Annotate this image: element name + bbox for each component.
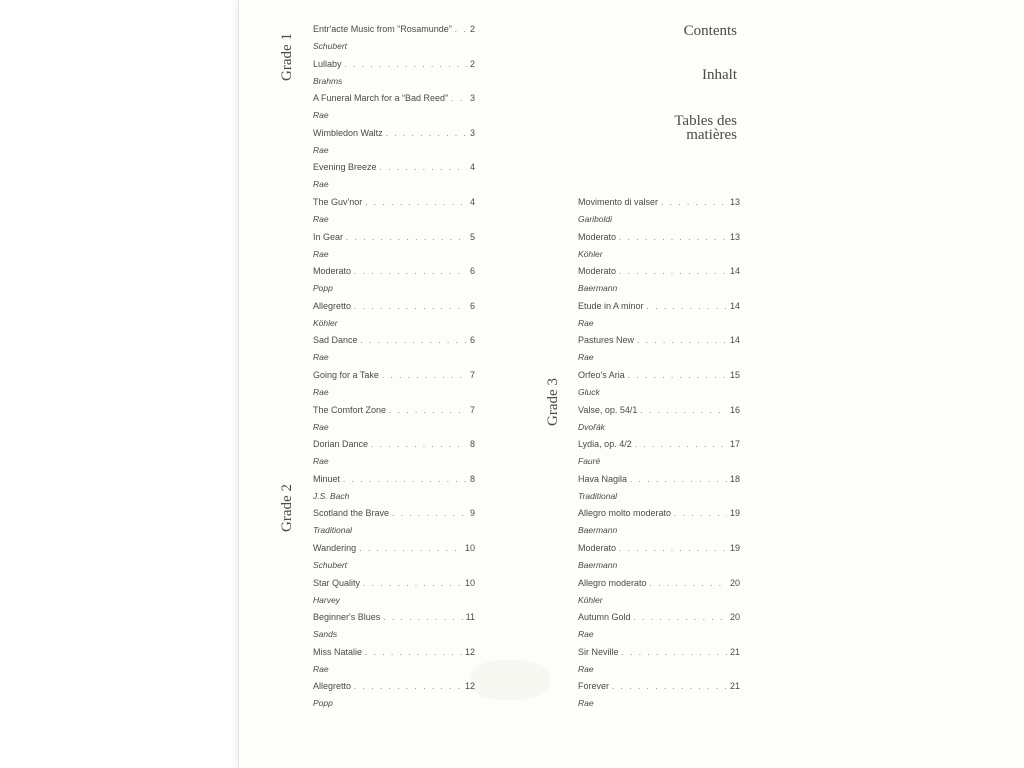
- contents-entry: [313, 405, 475, 440]
- dot-leader: [371, 440, 467, 449]
- page-number: 13: [729, 197, 740, 207]
- entry-title-row: [578, 439, 740, 454]
- composer-name: Gluck: [578, 386, 600, 397]
- page-number: 10: [464, 542, 475, 553]
- page-number: 21: [729, 646, 740, 657]
- contents-entry: [313, 543, 475, 578]
- piece-title: In Gear: [313, 231, 344, 242]
- entry-title-row: [313, 266, 475, 281]
- contents-entry: [578, 647, 740, 682]
- contents-entry: [313, 370, 475, 405]
- composer-name: Rae: [578, 352, 594, 363]
- page-number: 14: [729, 300, 740, 311]
- dot-leader: [392, 509, 467, 518]
- composer-name: Fauré: [578, 456, 601, 467]
- composer-name: Köhler: [313, 317, 338, 328]
- piece-title: Moderato: [578, 231, 617, 242]
- piece-title: Pastures New: [578, 335, 635, 346]
- entry-title-row: [313, 647, 475, 662]
- composer-name: Schubert: [313, 41, 348, 51]
- piece-title: A Funeral March for a “Bad Reed”: [313, 93, 449, 104]
- contents-entry: [578, 612, 740, 647]
- contents-entry: [578, 405, 740, 440]
- page-number: 20: [729, 612, 740, 623]
- heading-tables: Tables des matières: [674, 113, 737, 143]
- piece-title: Minuet: [313, 473, 341, 484]
- dot-leader: [451, 94, 467, 103]
- contents-entry: [313, 128, 475, 163]
- dot-leader: [365, 648, 462, 657]
- composer-name: Baermann: [578, 283, 618, 294]
- page-number: 20: [729, 577, 740, 588]
- page-number: 2: [469, 58, 475, 69]
- composer-name: Köhler: [578, 594, 603, 605]
- page-number: 11: [465, 612, 475, 623]
- contents-entry: [313, 301, 475, 336]
- piece-title: Allegretto: [313, 300, 352, 311]
- piece-title: Forever: [578, 681, 610, 692]
- entry-title-row: [578, 266, 740, 281]
- piece-title: Etude in A minor: [578, 300, 644, 311]
- page-number: 7: [469, 404, 475, 415]
- page-number: 12: [464, 646, 475, 657]
- composer-name: Rae: [578, 317, 594, 328]
- grade-3-label: Grade 3: [545, 378, 561, 426]
- dot-leader: [346, 233, 467, 242]
- composer-name: Traditional: [313, 525, 353, 536]
- entry-title-row: [578, 197, 740, 212]
- piece-title: Moderato: [578, 542, 617, 553]
- piece-title: Wandering: [313, 542, 357, 553]
- piece-title: Miss Natalie: [313, 646, 363, 657]
- composer-name: Brahms: [313, 75, 343, 86]
- page-number: 16: [729, 404, 740, 415]
- entry-title-row: [313, 439, 475, 454]
- composer-name: Rae: [313, 248, 329, 259]
- dot-leader: [359, 544, 462, 553]
- page-smudge: [470, 660, 550, 700]
- page-number: 15: [729, 369, 740, 380]
- composer-name: Rae: [578, 698, 594, 709]
- composer-name: Rae: [578, 663, 594, 674]
- dot-leader: [661, 198, 727, 207]
- dot-leader: [455, 25, 467, 34]
- entry-title-row: [313, 128, 475, 143]
- piece-title: Movimento di valser: [578, 197, 659, 207]
- piece-title: Lydia, op. 4/2: [578, 439, 632, 450]
- page-number: 3: [469, 93, 475, 104]
- entry-title-row: [313, 197, 475, 212]
- composer-name: Rae: [313, 456, 329, 467]
- composer-name: Baermann: [578, 559, 618, 570]
- page-number: 21: [729, 681, 740, 692]
- composer-name: Rae: [313, 386, 329, 397]
- entry-title-row: [313, 93, 475, 108]
- dot-leader: [354, 267, 467, 276]
- composer-name: Harvey: [313, 594, 340, 605]
- page-number: 19: [729, 542, 740, 553]
- page-number: 14: [729, 335, 740, 346]
- piece-title: Hava Nagila: [578, 473, 628, 484]
- dot-leader: [619, 267, 727, 276]
- entry-title-row: [578, 232, 740, 247]
- piece-title: Allegretto: [313, 681, 352, 692]
- piece-title: Going for a Take: [313, 369, 379, 380]
- heading-inhalt: Inhalt: [702, 67, 737, 83]
- piece-title: Sad Dance: [313, 335, 358, 346]
- entry-title-row: [578, 647, 740, 662]
- dot-leader: [628, 371, 727, 380]
- entry-title-row: [578, 543, 740, 558]
- page-number: 3: [469, 127, 475, 138]
- entry-title-row: [313, 24, 475, 39]
- contents-entry: [313, 93, 475, 128]
- contents-entry: [313, 162, 475, 197]
- dot-leader: [637, 336, 727, 345]
- page-number: 10: [464, 577, 475, 588]
- page-number: 8: [469, 439, 475, 450]
- composer-name: Rae: [313, 179, 329, 190]
- dot-leader: [650, 579, 727, 588]
- contents-entry: [313, 24, 475, 59]
- dot-leader: [612, 682, 727, 691]
- grade-1-label: Grade 1: [279, 33, 295, 81]
- dot-leader: [635, 440, 727, 449]
- contents-column-left: [313, 24, 475, 716]
- entry-title-row: [313, 370, 475, 385]
- contents-entry: [313, 612, 475, 647]
- piece-title: Wimbledon Waltz: [313, 127, 383, 138]
- page-number: 6: [469, 335, 475, 346]
- composer-name: Rae: [313, 421, 329, 432]
- contents-entry: [578, 266, 740, 301]
- piece-title: The Guv'nor: [313, 196, 363, 207]
- piece-title: Star Quality: [313, 577, 361, 588]
- contents-entry: [313, 266, 475, 301]
- composer-name: Sands: [313, 629, 338, 640]
- dot-leader: [619, 233, 727, 242]
- page-number: 12: [464, 681, 475, 692]
- composer-name: Rae: [578, 629, 594, 640]
- dot-leader: [380, 163, 467, 172]
- contents-entry: [313, 197, 475, 232]
- dot-leader: [382, 371, 467, 380]
- contents-entry: [313, 474, 475, 509]
- page-number: 14: [729, 266, 740, 277]
- entry-title-row: [313, 301, 475, 316]
- entry-title-row: [578, 578, 740, 593]
- piece-title: Beginner's Blues: [313, 612, 381, 623]
- page-number: 6: [469, 266, 475, 277]
- page-number: 4: [469, 162, 475, 173]
- contents-entry: [578, 232, 740, 267]
- dot-leader: [634, 613, 727, 622]
- contents-entry: [578, 681, 740, 716]
- piece-title: The Comfort Zone: [313, 404, 387, 415]
- dot-leader: [365, 198, 467, 207]
- dot-leader: [622, 648, 727, 657]
- dot-leader: [345, 60, 467, 69]
- piece-title: Dorian Dance: [313, 439, 369, 450]
- contents-column-right: [578, 197, 740, 716]
- piece-title: Evening Breeze: [313, 162, 377, 173]
- piece-title: Allegro molto moderato: [578, 508, 672, 519]
- entry-title-row: [313, 681, 475, 696]
- contents-entry: [578, 335, 740, 370]
- entry-title-row: [578, 474, 740, 489]
- piece-title: Autumn Gold: [578, 612, 631, 623]
- page-number: 19: [729, 508, 740, 519]
- piece-title: Valse, op. 54/1: [578, 404, 638, 415]
- contents-entry: [313, 578, 475, 613]
- entry-title-row: [313, 612, 475, 627]
- contents-entry: [313, 647, 475, 682]
- dot-leader: [630, 475, 727, 484]
- contents-entry: [578, 578, 740, 613]
- entry-title-row: [313, 232, 475, 247]
- contents-entry: [578, 508, 740, 543]
- dot-leader: [343, 475, 467, 484]
- contents-entry: [313, 59, 475, 94]
- composer-name: Popp: [313, 283, 333, 294]
- grade-2-label: Grade 2: [279, 484, 295, 532]
- entry-title-row: [578, 681, 740, 696]
- dot-leader: [647, 302, 727, 311]
- piece-title: Allegro moderato: [578, 577, 647, 588]
- dot-leader: [619, 544, 727, 553]
- composer-name: Rae: [313, 213, 329, 224]
- composer-name: J.S. Bach: [313, 490, 350, 501]
- composer-name: Traditional: [578, 490, 618, 501]
- contents-entry: [578, 301, 740, 336]
- entry-title-row: [578, 508, 740, 523]
- dot-leader: [354, 682, 462, 691]
- piece-title: Lullaby: [313, 58, 342, 69]
- piece-title: Orfeo's Aria: [578, 369, 625, 380]
- dot-leader: [354, 302, 467, 311]
- dot-leader: [386, 129, 467, 138]
- entry-title-row: [313, 162, 475, 177]
- entry-title-row: [313, 578, 475, 593]
- contents-entry: [313, 508, 475, 543]
- entry-title-row: [578, 612, 740, 627]
- entry-title-row: [313, 474, 475, 489]
- composer-name: Rae: [313, 352, 329, 363]
- page-number: 6: [469, 300, 475, 311]
- page-number: 7: [469, 369, 475, 380]
- entry-title-row: [578, 301, 740, 316]
- contents-entry: [313, 439, 475, 474]
- dot-leader: [640, 406, 727, 415]
- page-number: 9: [469, 508, 475, 519]
- entry-title-row: [578, 405, 740, 420]
- composer-name: Dvořák: [578, 421, 605, 432]
- contents-entry: [578, 439, 740, 474]
- dot-leader: [363, 579, 462, 588]
- page-number: 8: [469, 473, 475, 484]
- page-number: 4: [469, 196, 475, 207]
- page-number: 17: [729, 439, 740, 450]
- page-number: 2: [469, 24, 475, 34]
- page-number: 5: [469, 231, 475, 242]
- dot-leader: [361, 336, 467, 345]
- entry-title-row: [578, 370, 740, 385]
- dot-leader: [383, 613, 462, 622]
- composer-name: Rae: [313, 110, 329, 121]
- piece-title: Entr'acte Music from “Rosamunde”: [313, 24, 452, 34]
- composer-name: Gariboldi: [578, 214, 613, 224]
- entry-title-row: [313, 335, 475, 350]
- page-number: 13: [729, 231, 740, 242]
- contents-entry: [313, 681, 475, 716]
- composer-name: Köhler: [578, 248, 603, 259]
- page-number: 18: [729, 473, 740, 484]
- composer-name: Baermann: [578, 525, 618, 536]
- composer-name: Rae: [313, 663, 329, 674]
- composer-name: Popp: [313, 698, 333, 709]
- dot-leader: [389, 406, 467, 415]
- dot-leader: [674, 509, 727, 518]
- entry-title-row: [578, 335, 740, 350]
- entry-title-row: [313, 405, 475, 420]
- composer-name: Rae: [313, 144, 329, 155]
- heading-contents: Contents: [683, 23, 737, 39]
- contents-entry: [313, 232, 475, 267]
- entry-title-row: [313, 543, 475, 558]
- entry-title-row: [313, 59, 475, 74]
- contents-entry: [578, 543, 740, 578]
- contents-entry: [578, 197, 740, 232]
- contents-entry: [578, 370, 740, 405]
- contents-entry: [313, 335, 475, 370]
- contents-entry: [578, 474, 740, 509]
- piece-title: Sir Neville: [578, 646, 619, 657]
- piece-title: Scotland the Brave: [313, 508, 390, 519]
- entry-title-row: [313, 508, 475, 523]
- piece-title: Moderato: [313, 266, 352, 277]
- composer-name: Schubert: [313, 559, 348, 570]
- piece-title: Moderato: [578, 266, 617, 277]
